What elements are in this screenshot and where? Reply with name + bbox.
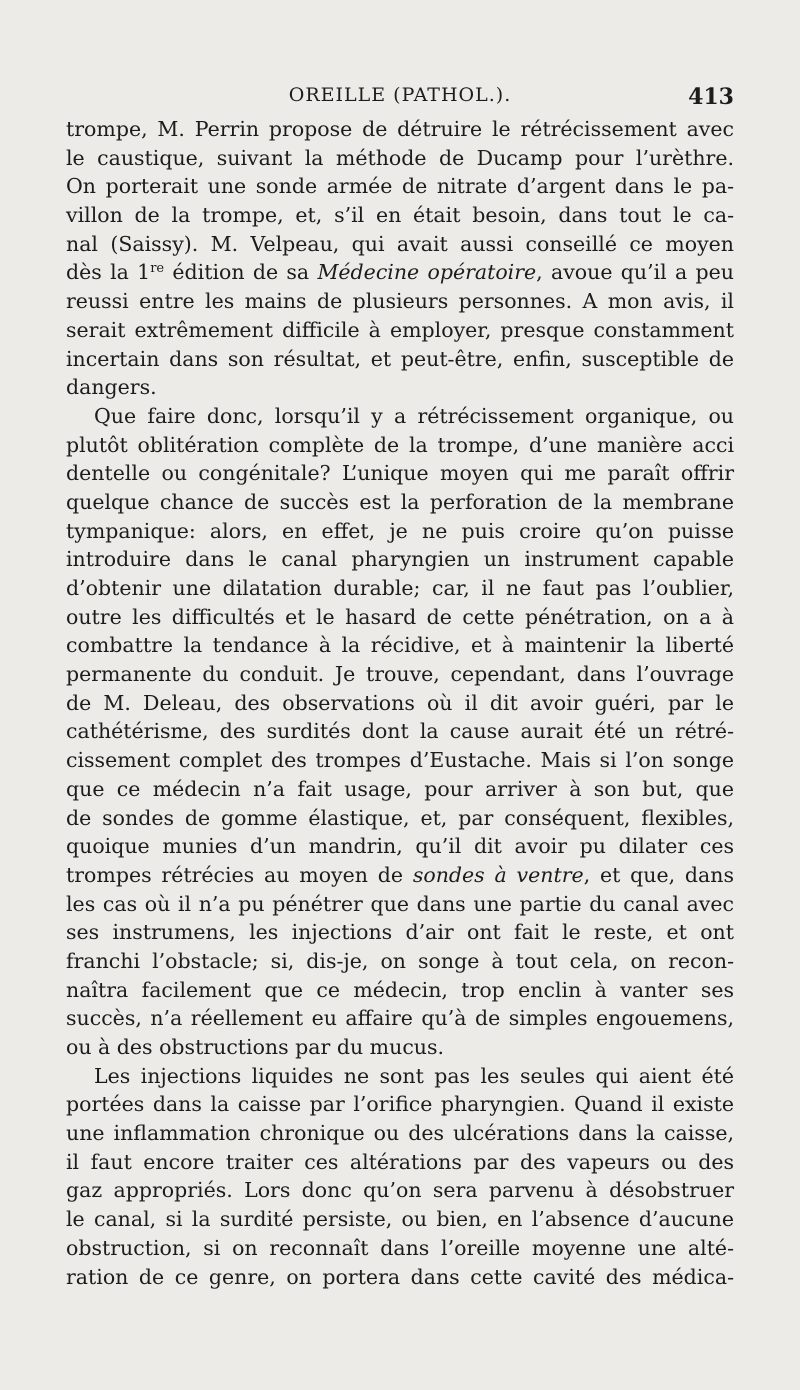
text-line: incertain dans son résultat, et peut-être, enfin, susceptible de xyxy=(66,346,734,371)
text-line: cathétérisme, des surdités dont la cause aurait été un rétré- xyxy=(66,719,734,744)
text-line: plutôt oblitération complète de la trompe, d’une manière acci xyxy=(66,432,734,457)
body-text xyxy=(66,115,734,1291)
text-line: quelque chance de succès est la perforation de la membrane xyxy=(66,489,734,514)
text-line: de sondes de gomme élastique, et, par conséquent, flexibles, xyxy=(66,805,734,830)
text-line: trompes rétrécies au moyen de sondes à ventre, et que, dans xyxy=(66,862,734,887)
text-line: que ce médecin n’a fait usage, pour arriver à son but, que xyxy=(66,776,734,801)
text-line: tympanique: alors, en effet, je ne puis croire qu’on puisse xyxy=(66,518,734,543)
text-line: d’obtenir une dilatation durable; car, il ne faut pas l’oublier, xyxy=(66,576,734,600)
text-line: dangers. xyxy=(66,375,157,400)
text-line: reussi entre les mains de plusieurs personnes. A mon avis, il xyxy=(66,289,734,314)
text-line: ou à des obstructions par du mucus. xyxy=(66,1035,445,1059)
text-line: outre les difficultés et le hasard de cette pénétration, on a à xyxy=(66,604,734,629)
text-line: permanente du conduit. Je trouve, cependant, dans l’ouvrage xyxy=(66,662,734,687)
text-line: ses instrumens, les injections d’air ont fait le reste, et ont xyxy=(66,920,734,945)
text-line: une inflammation chronique ou des ulcérations dans la caisse, xyxy=(66,1121,734,1146)
text-line: cissement complet des trompes d’Eustache. Mais si l’on songe xyxy=(66,748,734,773)
page-number: 413 xyxy=(688,84,734,110)
page-header xyxy=(66,84,734,114)
text-line: naîtra facilement que ce médecin, trop enclin à vanter ses xyxy=(66,977,734,1002)
text-line: villon de la trompe, et, s’il en était besoin, dans tout le ca- xyxy=(66,203,734,228)
text-line: Que faire donc, lorsqu’il y a rétrécissement organique, ou xyxy=(94,403,734,428)
text-line: il faut encore traiter ces altérations par des vapeurs ou des xyxy=(66,1149,734,1174)
text-line: ration de ce genre, on portera dans cette cavité des médica- xyxy=(66,1264,734,1289)
text-line: le canal, si la surdité persiste, ou bien, en l’absence d’aucune xyxy=(66,1207,734,1232)
text-line: le caustique, suivant la méthode de Ducamp pour l’urèthre. xyxy=(66,145,734,170)
text-line: dentelle ou congénitale? L’unique moyen qui me paraît offrir xyxy=(66,461,734,486)
text-line: gaz appropriés. Lors donc qu’on sera parvenu à désobstruer xyxy=(66,1178,734,1203)
text-line: Les injections liquides ne sont pas les seules qui aient été xyxy=(94,1063,734,1088)
text-line: les cas où il n’a pu pénétrer que dans une partie du canal avec xyxy=(66,891,734,916)
text-line: franchi l’obstacle; si, dis-je, on songe à tout cela, on recon- xyxy=(66,948,734,973)
text-line: dès la 1re édition de sa Médecine opératoire, avoue qu’il a peu xyxy=(66,260,734,285)
text-line: introduire dans le canal pharyngien un instrument capable xyxy=(66,547,734,572)
text-line: quoique munies d’un mandrin, qu’il dit avoir pu dilater ces xyxy=(66,834,734,859)
text-line: combattre la tendance à la récidive, et à maintenir la liberté xyxy=(66,633,734,658)
text-line: serait extrêmement difficile à employer, presque constamment xyxy=(66,317,734,342)
superscript: re xyxy=(150,261,165,277)
text-line: portées dans la caisse par l’orifice pharyngien. Quand il existe xyxy=(66,1092,734,1117)
text-line: obstruction, si on reconnaît dans l’oreille moyenne une alté- xyxy=(66,1235,734,1260)
text-line: de M. Deleau, des observations où il dit avoir guéri, par le xyxy=(66,690,734,715)
text-line: nal (Saissy). M. Velpeau, qui avait aussi conseillé ce moyen xyxy=(66,231,734,256)
text-line: On porterait une sonde armée de nitrate d’argent dans le pa- xyxy=(66,174,734,199)
italic-term: sondes à ventre xyxy=(412,862,584,887)
text-line: succès, n’a réellement eu affaire qu’à de simples engouemens, xyxy=(66,1006,734,1031)
book-title: Médecine opératoire xyxy=(317,260,537,285)
text-line: trompe, M. Perrin propose de détruire le rétrécissement avec xyxy=(66,117,734,141)
running-title: OREILLE (PATHOL.). xyxy=(288,84,512,106)
